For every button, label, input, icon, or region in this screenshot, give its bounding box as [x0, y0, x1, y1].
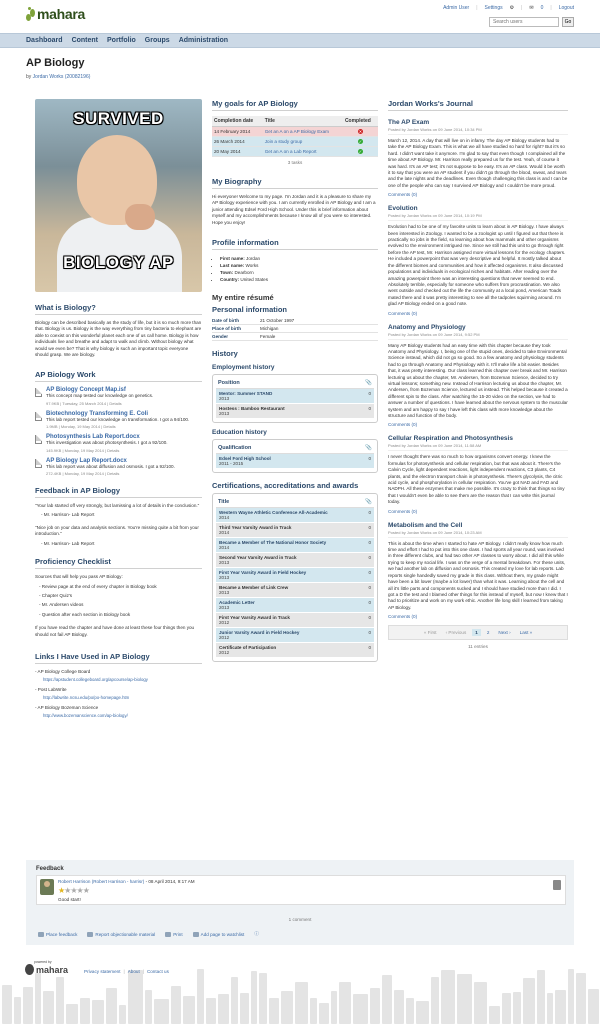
- complete-icon: ✓: [358, 149, 363, 154]
- book-spine: [489, 1006, 500, 1024]
- table-row[interactable]: Third Year Varsity Award in Track 2014 0: [216, 523, 374, 538]
- feedback-icon: [38, 932, 44, 937]
- book-spine: [441, 970, 455, 1024]
- report-link[interactable]: Report objectionable material: [95, 931, 156, 937]
- table-row[interactable]: Junior Varsity Award in Field Hockey 2012 0: [216, 628, 374, 643]
- post-meta: Posted by Jordan Works on 09 June 2014, 11:58 AM: [388, 443, 568, 451]
- table-row[interactable]: First Year Varsity Award in Track 2012 0: [216, 613, 374, 628]
- nav-portfolio[interactable]: Portfolio: [107, 37, 136, 44]
- footer-logo[interactable]: [25, 960, 69, 975]
- book-spine: [523, 978, 535, 1024]
- feedback-quote-2: "Nice job on your data and analysis sections. You're missing quite a bit from your introduction.": [35, 524, 199, 537]
- what-is-biology-text: Biology can be described basically as the study of life, but it is so much more than that. Biology is us. Biology is the way everything from tiny bacteria to elephant are able to coexist on this wonderful planet each one of us call home. Biology is how individuals live and breathe and adapt to walk and climb. Without biology what would we even be? That is why biology is such an important topic everyone should grasp. We are biology.: [35, 320, 202, 358]
- what-is-biology-block: [35, 303, 202, 358]
- page-title: AP Biology: [26, 57, 85, 69]
- link-url[interactable]: https://apstudent.collegeboard.org/apcourse/ap-biology: [43, 676, 148, 682]
- post-text: March 12, 2014. A day that will live on in infamy. The day AP Biology students had to take the AP Biology Exam. This is what we all have studied so hard for right? But it's so hard. I didn't want take it anymore. I'm glad to say that even though I complained all the time about AP Biology. Mr. Harrison really prepared us for the test. Yeah, of course it was hard. It's an AP test; it's not suppose to be easy. It's an AP class. Would it be worth it to say that you were an AP student if you didn't go through the blood, sweat, and tears and the late nights and the deadlines. Even though challenging this class is and I can be one of the people who can say I survived AP Biology and I couldn't be more proud.: [388, 138, 568, 188]
- book-spine: [2, 985, 12, 1024]
- delete-icon[interactable]: [553, 880, 561, 890]
- book-spine: [406, 998, 414, 1024]
- print-action[interactable]: [165, 931, 182, 937]
- col-title: Title: [263, 116, 343, 127]
- pager-page-2[interactable]: 2: [486, 630, 490, 636]
- qualification-header: Qualification: [218, 445, 252, 452]
- page-actions: [38, 931, 259, 937]
- powered-by: powered by: [34, 960, 52, 964]
- checklist-block: [35, 557, 202, 638]
- byline: [26, 74, 574, 80]
- star-icon: ★: [58, 886, 65, 895]
- journal-post: [388, 324, 568, 428]
- comment-author[interactable]: Robert Harrison (Robert Harrison - harrisr): [58, 879, 145, 884]
- mahara-logo-icon: [25, 7, 36, 22]
- link-url[interactable]: http://labwrite.ncsu.edu/po/po-homepage.htm: [43, 694, 130, 700]
- header: [0, 0, 600, 33]
- nav-content[interactable]: Content: [71, 37, 99, 44]
- mahara-logo[interactable]: [25, 6, 85, 22]
- main-nav: [0, 33, 600, 48]
- footer-logo-text: mahara: [36, 964, 69, 975]
- post-comments-link[interactable]: Comments (0): [388, 422, 418, 428]
- book-spine: [231, 977, 238, 1024]
- pager-page-1[interactable]: 1: [472, 629, 481, 636]
- complete-icon: ✓: [358, 139, 363, 144]
- book-spine: [35, 973, 41, 1024]
- profile-item: • Country: United States: [220, 276, 378, 283]
- link-name: - AP Biology Bozeman Science: [35, 704, 99, 710]
- goals-table: [212, 116, 378, 157]
- mahara-footer-icon: [25, 964, 34, 975]
- print-link[interactable]: Print: [173, 931, 183, 937]
- book-spine: [171, 986, 181, 1024]
- profile-list: [212, 255, 378, 283]
- meme-fist: [125, 204, 155, 230]
- user-links: Admin User | Settings ⚙ | ✉ 0 | Logout: [443, 5, 574, 11]
- journal-post: [388, 522, 568, 619]
- checklist-item: - Question after each section in Biology book: [39, 611, 131, 617]
- link-item: [35, 669, 202, 682]
- meme-top-caption: SURVIVED: [73, 109, 164, 128]
- link-name: - AP Biology College Board: [35, 668, 91, 674]
- table-row: Place of birth Michigan: [212, 325, 378, 333]
- report-action[interactable]: [87, 931, 155, 937]
- byline-prefix: by: [26, 74, 32, 80]
- table-row: [212, 147, 378, 157]
- file-desc: This lab report was about diffusion and osmosis. I got a 92/100.: [46, 463, 175, 469]
- page-content: [26, 57, 574, 718]
- col-completion-date: Completion date: [212, 116, 263, 127]
- pager-last[interactable]: Last »: [519, 630, 533, 636]
- post-comments-link[interactable]: Comments (0): [388, 508, 418, 514]
- star-icon: ★: [82, 886, 89, 895]
- file-meta: 97.9KB | Tuesday, 25 March 2014 | Details: [46, 400, 122, 406]
- journal-post: [388, 119, 568, 197]
- post-meta: Posted by Jordan Works on 09 June 2014, 9:52 PM: [388, 332, 568, 340]
- post-title[interactable]: Anatomy and Physiology: [388, 323, 466, 331]
- profile-title: Profile information: [212, 238, 378, 250]
- biography-title: My Biography: [212, 177, 378, 189]
- table-row: [212, 127, 378, 137]
- book-spine: [106, 988, 117, 1024]
- feedback-in-title: Feedback in AP Biology: [35, 486, 202, 498]
- book-spine: [128, 970, 143, 1024]
- employment-title: Employment history: [212, 364, 275, 372]
- work-block: [35, 370, 202, 476]
- biography-text: Hi everyone! Welcome to my page. I'm Jordan and it is a pleasure to share my AP Biology experience with you. I am currently enrolled in AP Biology and I am a junior attending Edsel Ford High School. Under this is brief information about myself and my accomplishments because I know all of you were so interested. Hope you enjoy!: [212, 194, 376, 225]
- checklist-title: Proficiency Checklist: [35, 557, 202, 569]
- book-spine: [319, 1003, 329, 1024]
- book-spine: [251, 971, 257, 1024]
- rating-stars: [58, 886, 89, 895]
- book-spine: [295, 982, 308, 1024]
- book-spine: [269, 998, 279, 1024]
- journal-post: [388, 435, 568, 513]
- book-spine: [80, 998, 90, 1024]
- employment-table: [212, 374, 378, 423]
- file-icon: [35, 412, 42, 421]
- avatar: [40, 879, 54, 895]
- book-spine: [394, 990, 404, 1024]
- book-spine: [14, 997, 21, 1024]
- post-text: Evolution had to be one of my favorite units to learn about in AP Biology. I have always been interested in Zoology. I wanted to be a zoologist up until I figured out that there is practically no jobs in the field, so learning about how mammals and other organisms evolved to the environment intrigued me. Since we still had this unit to go through right before the AP test, Mr. Harrison assigned more virtual lessons for the ecology chapters. He included a powerpoint that was very descriptive and helpful. It mostly talked about the different biomes and communities and how it affected organisms. It also discussed populations and individuals in ecological niches and habitats. After reading over the amazing powerpoint there was an interesting questions that never seemed to end. Absolutely terrible, especially for someone who suffers from procrastination. We also went outside and checked out the life the community at a local pond, American Toads mated there and it was pretty interesting to see all the tadpoles squirming around. I'm glad AP Biology ended on a good note.: [388, 224, 566, 307]
- link-item: [35, 687, 202, 700]
- feedback-comment: [36, 875, 566, 905]
- table-row[interactable]: Second Year Varsity Award in Track 2013 0: [216, 553, 374, 568]
- nav-dashboard[interactable]: Dashboard: [26, 37, 63, 44]
- feedback-quote-1: "Your lab started off very strongly, but lamissing a lot of details in the conclusion.": [35, 503, 200, 509]
- book-spine: [331, 991, 337, 1024]
- profile-item: • First name: Jordan: [220, 255, 378, 262]
- info-icon[interactable]: ⓘ: [254, 931, 259, 936]
- search-form: [489, 17, 574, 27]
- post-comments-link[interactable]: Comments (0): [388, 192, 418, 198]
- checklist-intro: Sources that will help you pass AP Biology:: [35, 574, 123, 580]
- book-spine: [154, 999, 169, 1024]
- file-title[interactable]: AP Biology Lap Report.docx: [46, 457, 127, 464]
- table-row[interactable]: Became a Member of The National Honor Society 2014 0: [216, 538, 374, 553]
- pager-first: « First: [423, 630, 437, 636]
- profile-item: • Town: Dearborn: [220, 269, 378, 276]
- place-feedback-action[interactable]: [38, 931, 77, 937]
- certs-table: [212, 493, 378, 662]
- file-icon: [35, 435, 42, 444]
- post-meta: Posted by Jordan Works on 09 June 2014, 10:23 AM: [388, 530, 568, 538]
- col-completed: Completed: [343, 116, 378, 127]
- file-title[interactable]: Photosynthesis Lab Report.docx: [46, 434, 140, 441]
- column-right: [388, 99, 568, 649]
- link-url[interactable]: http://www.bozemanscience.com/ap-biology/: [43, 712, 128, 718]
- feedback-title: Feedback: [36, 866, 64, 872]
- star-icon: ★: [70, 886, 77, 895]
- column-middle: [212, 99, 378, 666]
- book-spine: [513, 992, 521, 1024]
- goal-date: 14 February 2014: [212, 127, 263, 137]
- certs-title: Certifications, accreditations and awards: [212, 481, 359, 491]
- paperclip-icon: 📎: [365, 499, 372, 506]
- checklist-item: - Chapter Quiz's: [39, 592, 73, 598]
- book-spine: [353, 994, 368, 1024]
- place-feedback-link[interactable]: Place feedback: [46, 931, 78, 937]
- book-spine: [537, 970, 545, 1024]
- book-spine: [23, 987, 33, 1024]
- position-header: Position: [218, 380, 240, 387]
- links-title: Links I Have Used in AP Biology: [35, 652, 202, 664]
- watchlist-action[interactable]: [193, 931, 245, 937]
- logout-link[interactable]: Logout: [558, 5, 574, 11]
- post-text: This is about the time when I started to hate AP Biology. I didn't really know how much time and effort I had to put into this one class. I had sports all year round, was involved in three different clubs, and had two other AP classes to worry about. I did all this while trying to keep my social life. I was on the verge of a mental breakdown. For these units, we had another lab on diffusion and osmosis. This created my love for lab reports. Lab reports single handedly saved my grade in this class. Without them, my grade might have been a bit lower (maybe a lot lower) than what it was. Learning about the cell and all it's little parts and components sucked and I should have studied more than I did. I got a D the test and I blamed other things for this instead of myself, but now I knew that I had to prioritize and work on my work ethic. Another life long skill I learned from taking AP Biology.: [388, 540, 568, 610]
- table-row[interactable]: Edsel Ford High School 2011 - 2015 0: [216, 454, 374, 469]
- book-spine: [197, 969, 204, 1024]
- file-item: [35, 458, 202, 476]
- nav-groups[interactable]: Groups: [144, 37, 170, 44]
- book-spine: [145, 990, 152, 1024]
- privacy-link[interactable]: Privacy statement: [84, 969, 121, 974]
- file-desc: This concept map tested our knowledge on genetics.: [46, 393, 154, 399]
- book-spine: [382, 975, 392, 1024]
- flag-icon: [87, 932, 93, 937]
- table-row: [212, 137, 378, 147]
- goal-date: 20 May 2014: [212, 147, 263, 157]
- checklist-outro: If you have read the chapter and have done at least these four things then you should not fail AP Biology.: [35, 625, 195, 637]
- post-title[interactable]: Metabolism and the Cell: [388, 521, 463, 529]
- footer-books-decoration: [0, 966, 600, 1024]
- book-spine: [259, 973, 267, 1024]
- file-desc: This lab report tested our knowledge on transformation. I got a 94/100.: [46, 416, 190, 422]
- book-spine: [92, 1000, 104, 1024]
- comment-author-line: [58, 879, 195, 884]
- book-spine: [206, 998, 216, 1024]
- feedback-attrib-2: - Mr. Harrison- Lab Report: [41, 540, 95, 546]
- column-left: [35, 99, 202, 723]
- work-title: AP Biology Work: [35, 370, 202, 382]
- journal-title: Jordan Works's Journal: [388, 99, 568, 111]
- footer: [0, 960, 600, 1024]
- post-comments-link[interactable]: Comments (0): [388, 614, 418, 620]
- book-spine: [43, 991, 54, 1024]
- book-spine: [240, 993, 249, 1024]
- watchlist-icon: [193, 932, 199, 937]
- book-spine: [310, 998, 317, 1024]
- book-spine: [576, 973, 586, 1024]
- post-meta: Posted by Jordan Works on 09 June 2014, 10:19 PM: [388, 213, 568, 221]
- author-link[interactable]: Jordan Works (20082196): [32, 74, 91, 80]
- post-comments-link[interactable]: Comments (0): [388, 310, 418, 316]
- book-spine: [218, 994, 229, 1024]
- pager-previous: ‹ Previous: [445, 630, 467, 636]
- book-spine: [416, 1001, 429, 1024]
- meme-image: [35, 99, 202, 292]
- file-icon: [35, 388, 42, 397]
- file-desc: This investigation was about photosynthesis. I got a 92/100.: [46, 440, 168, 446]
- table-row[interactable]: Became a Member of Link Crew 2013 0: [216, 583, 374, 598]
- goals-title: My goals for AP Biology: [212, 99, 378, 111]
- goal-title[interactable]: Join a study group: [264, 139, 303, 144]
- file-icon: [35, 459, 42, 468]
- goal-title[interactable]: Get an A on a AP Biology Exam: [264, 129, 329, 134]
- watchlist-link[interactable]: Add page to watchlist: [200, 931, 245, 937]
- journal-post: [388, 205, 568, 315]
- feedback-attrib-1: - Mr. Harrison- Lab Report: [41, 512, 95, 518]
- goal-date: 26 March 2014: [212, 137, 263, 147]
- settings-link[interactable]: Settings: [484, 5, 503, 11]
- incomplete-icon: ✕: [358, 129, 363, 134]
- entries-count: 11 entries: [468, 644, 488, 650]
- education-table: [212, 439, 378, 473]
- file-meta: 272.4KB | Monday, 19 May 2014 | Details: [46, 471, 120, 477]
- search-users-input[interactable]: [489, 17, 559, 27]
- file-title[interactable]: AP Biology Concept Map.isf: [46, 387, 126, 394]
- book-spine: [66, 1004, 78, 1024]
- paperclip-icon: 📎: [365, 380, 372, 387]
- what-is-biology-title: What is Biology?: [35, 303, 202, 315]
- tasks-count: 3 tasks: [287, 160, 303, 165]
- file-item: [35, 387, 202, 405]
- feedback-in-block: [35, 486, 202, 547]
- post-text: I never thought there was so much to how organisms convert energy. I knew the formulas for photosynthesis and cellular respiration, but that was about it. There's the Calvin Cycle, light dependent reactions, light independent reactions, C3 plants, C4 plants, and the electron transport chain in photosynthesis. There's glycolysis, the citric acid cycle, and phosphorylation in cellular respiration. You've got NAD and FAD and NADPH. All these enzymes that make me possible. It's crazy to think that things so tiny that I wouldn't even be able to see them are the reason that I can write this journal today.: [388, 454, 565, 505]
- goal-title[interactable]: Get an A on a Lab Report: [264, 149, 317, 154]
- book-spine: [555, 990, 566, 1024]
- post-title[interactable]: Cellular Respiration and Photosynthesis: [388, 435, 513, 443]
- book-spine: [281, 991, 293, 1024]
- file-title[interactable]: Biotechnology Transforming E. Coli: [46, 410, 149, 417]
- table-row[interactable]: Western Wayne Athletic Conference All-Academic 2014 0: [216, 508, 374, 523]
- logo-text: mahara: [37, 6, 86, 22]
- user-link[interactable]: Admin User: [443, 5, 470, 11]
- checklist-item: - Mr. Andersen videos: [39, 602, 84, 608]
- book-spine: [119, 1005, 126, 1024]
- link-name: - Post LabWrite: [35, 686, 67, 692]
- table-row[interactable]: Academic Letter 2013 0: [216, 598, 374, 613]
- footer-links: Privacy statement | About | Contact us: [84, 969, 169, 974]
- book-spine: [56, 977, 64, 1024]
- book-spine: [474, 982, 487, 1024]
- post-text: Many AP Biology students had an easy time with this chapter because they took Anatomy and Physiology. I, being one of the stupid ones, decided to take Environmental Science instead, which did not go so good. So a few anatomy and physiology students had to go through Anatomy and Physiology with it. It'll make life a bit easier. Besides that, it was pretty interesting. Our class learned this chapter over break and Mr. Harrison lecturing us about the chapter, Mr. Andersen, from Bozeman Science, decided to try virtual lessons; something new. Instead of Harrison lecturing us about the chapter, Mr. Andersen, from Bozeman Science, lectured us instead. This helped because it created a different spin to the class. After watching the 15-20 video on the section, we had to answer a number of questions. I have learned about the nervous system to the muscular system and am happy to say I have left this class with more knowledge about the structure and function of the body.: [388, 342, 568, 418]
- comment-date: - 08 April 2014, 9:17 AM: [145, 879, 195, 884]
- table-row[interactable]: Certificate of Participation 2012 0: [216, 643, 374, 658]
- book-spine: [457, 974, 472, 1024]
- search-go-button[interactable]: Go: [562, 17, 574, 27]
- history-title: History: [212, 349, 238, 359]
- contact-link[interactable]: Contact us: [146, 969, 169, 974]
- star-icon: ★: [76, 886, 83, 895]
- inbox-icon[interactable]: ✉: [529, 5, 534, 11]
- gear-icon[interactable]: ⚙: [509, 5, 515, 11]
- feedback-section: [26, 860, 574, 945]
- title-header: Title: [218, 499, 230, 506]
- book-spine: [431, 977, 439, 1024]
- table-row: Gender Female: [212, 333, 378, 341]
- file-item: [35, 434, 202, 452]
- star-icon: ★: [64, 886, 71, 895]
- pager-next[interactable]: Next ›: [498, 630, 511, 636]
- book-spine: [568, 969, 574, 1024]
- book-spine: [502, 993, 511, 1024]
- personal-info-table: [212, 317, 378, 341]
- book-spine: [588, 989, 599, 1024]
- checklist-item: - Review page at the end of every chapter in Biology book: [39, 583, 157, 589]
- book-spine: [183, 996, 195, 1024]
- link-item: [35, 705, 202, 718]
- nav-administration[interactable]: Administration: [178, 37, 229, 44]
- print-icon: [165, 932, 171, 937]
- post-title[interactable]: Evolution: [388, 205, 418, 213]
- file-item: [35, 411, 202, 429]
- profile-item: • Last name: Works: [220, 262, 378, 269]
- personal-info-title: Personal information: [212, 305, 288, 315]
- book-spine: [370, 988, 380, 1024]
- resume-title: My entire résumé: [212, 293, 274, 303]
- table-row[interactable]: Mentor: Summer STAND 2013 0: [216, 389, 374, 404]
- table-row[interactable]: First Year Varsity Award in Field Hockey 2013 0: [216, 568, 374, 583]
- inbox-count[interactable]: 0: [540, 5, 544, 11]
- table-row[interactable]: Hostess : Bamboo Restaurant 2013 0: [216, 404, 374, 419]
- education-title: Education history: [212, 429, 267, 437]
- file-meta: 1.9MB | Monday, 19 May 2014 | Details: [46, 424, 116, 430]
- book-spine: [547, 993, 553, 1024]
- book-spine: [339, 982, 351, 1024]
- file-meta: 145.9KB | Monday, 19 May 2014 | Details: [46, 447, 120, 453]
- post-meta: Posted by Jordan Works on 09 June 2014, 10:34 PM: [388, 127, 568, 135]
- paperclip-icon: 📎: [365, 445, 372, 452]
- links-block: [35, 652, 202, 718]
- meme-bottom-caption: BIOLOGY AP: [63, 253, 174, 272]
- table-row: Date of birth 21 October 1997: [212, 317, 378, 325]
- pagination: [388, 625, 568, 640]
- comment-count: 1 comment: [288, 917, 312, 922]
- post-title[interactable]: The AP Exam: [388, 119, 430, 126]
- about-link[interactable]: About: [127, 969, 140, 974]
- comment-text: Good start!: [58, 897, 81, 902]
